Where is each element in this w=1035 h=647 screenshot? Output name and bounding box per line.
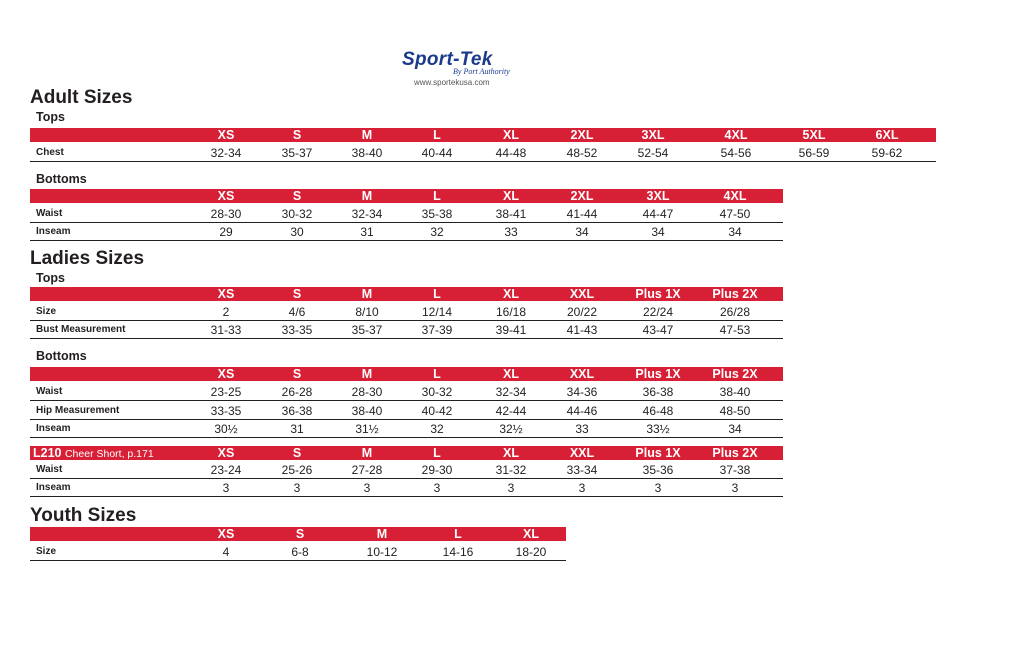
table-cell: 40-44 bbox=[421, 146, 453, 160]
size-header-cell: Plus 1X bbox=[635, 287, 681, 301]
table-cell: 29-30 bbox=[421, 463, 453, 477]
size-header-cell: M bbox=[361, 367, 373, 381]
size-header-cell: M bbox=[361, 287, 373, 301]
table-cell: 59-62 bbox=[871, 146, 903, 160]
table-cell: 56-59 bbox=[798, 146, 830, 160]
table-cell: 31½ bbox=[355, 422, 379, 436]
table-cell: 34-36 bbox=[566, 385, 598, 399]
logo-byline: By Port Authority bbox=[453, 67, 510, 76]
row-label: Inseam bbox=[36, 482, 71, 493]
adult-sizes-title: Adult Sizes bbox=[30, 87, 133, 108]
ladies-tops-subtitle: Tops bbox=[36, 271, 65, 285]
logo-url: www.sportekusa.com bbox=[414, 78, 490, 87]
size-header-cell: M bbox=[361, 128, 373, 142]
youth-size-header bbox=[30, 527, 566, 541]
table-cell: 42-44 bbox=[495, 404, 527, 418]
table-cell: 54-56 bbox=[720, 146, 752, 160]
adult-tops-size-header bbox=[30, 128, 936, 142]
size-header-cell: S bbox=[295, 527, 305, 541]
size-header-cell: 4XL bbox=[724, 128, 748, 142]
table-cell: 35-37 bbox=[351, 323, 383, 337]
table-cell: 30 bbox=[290, 225, 304, 239]
size-header-cell: 5XL bbox=[802, 128, 826, 142]
table-cell: 38-40 bbox=[351, 404, 383, 418]
table-row bbox=[30, 144, 936, 162]
size-header-cell: L bbox=[433, 128, 441, 142]
size-header-cell: XS bbox=[217, 367, 235, 381]
table-cell: 32-34 bbox=[495, 385, 527, 399]
size-header-cell: XS bbox=[217, 287, 235, 301]
table-cell: 33-35 bbox=[281, 323, 313, 337]
cheer-short-label bbox=[33, 446, 154, 461]
ladies-tops-size-header bbox=[30, 287, 783, 301]
size-header-cell: 2XL bbox=[570, 189, 594, 203]
size-header-cell: Plus 2X bbox=[712, 287, 758, 301]
table-cell: 4 bbox=[222, 545, 230, 559]
table-row bbox=[30, 420, 783, 438]
row-label: Inseam bbox=[36, 423, 71, 434]
table-row bbox=[30, 402, 783, 420]
table-cell: 16/18 bbox=[495, 305, 527, 319]
ladies-bottoms-subtitle: Bottoms bbox=[36, 349, 87, 363]
size-header-cell: M bbox=[361, 189, 373, 203]
size-header-cell: XXL bbox=[569, 446, 595, 460]
adult-bottoms-subtitle: Bottoms bbox=[36, 172, 87, 186]
table-cell: 10-12 bbox=[366, 545, 398, 559]
row-label: Inseam bbox=[36, 226, 71, 237]
table-cell: 36-38 bbox=[281, 404, 313, 418]
table-cell: 38-40 bbox=[351, 146, 383, 160]
table-row bbox=[30, 461, 783, 479]
table-cell: 32½ bbox=[499, 422, 523, 436]
table-cell: 31-33 bbox=[210, 323, 242, 337]
row-label: Waist bbox=[36, 464, 63, 475]
table-cell: 26/28 bbox=[719, 305, 751, 319]
table-cell: 35-38 bbox=[421, 207, 453, 221]
table-cell: 32 bbox=[430, 422, 444, 436]
size-header-cell: XL bbox=[523, 527, 539, 541]
row-label: Bust Measurement bbox=[36, 324, 126, 335]
size-header-cell: 4XL bbox=[723, 189, 747, 203]
row-label: Waist bbox=[36, 386, 63, 397]
table-cell: 38-40 bbox=[719, 385, 751, 399]
size-header-cell: Plus 2X bbox=[712, 367, 758, 381]
size-header-cell: 3XL bbox=[646, 189, 670, 203]
size-header-cell: Plus 2X bbox=[712, 446, 758, 460]
table-cell: 28-30 bbox=[210, 207, 242, 221]
table-cell: 34 bbox=[575, 225, 589, 239]
table-row bbox=[30, 479, 783, 497]
size-header-cell: XXL bbox=[569, 367, 595, 381]
table-cell: 29 bbox=[219, 225, 233, 239]
size-header-cell: S bbox=[292, 367, 302, 381]
table-cell: 34 bbox=[728, 225, 742, 239]
table-cell: 34 bbox=[651, 225, 665, 239]
table-cell: 27-28 bbox=[351, 463, 383, 477]
table-cell: 44-48 bbox=[495, 146, 527, 160]
table-cell: 3 bbox=[507, 481, 515, 495]
size-header-cell: L bbox=[433, 367, 441, 381]
size-header-cell: XXL bbox=[569, 287, 595, 301]
table-cell: 48-52 bbox=[566, 146, 598, 160]
size-header-cell: L bbox=[433, 287, 441, 301]
size-header-cell: L bbox=[433, 189, 441, 203]
size-header-cell: L bbox=[454, 527, 462, 541]
table-cell: 33 bbox=[504, 225, 518, 239]
table-row bbox=[30, 383, 783, 401]
cheer-short-name: Cheer Short, p.171 bbox=[64, 448, 154, 460]
row-label: Size bbox=[36, 306, 57, 317]
table-cell: 3 bbox=[433, 481, 441, 495]
table-cell: 35-36 bbox=[642, 463, 674, 477]
table-cell: 34 bbox=[728, 422, 742, 436]
size-header-cell: 3XL bbox=[641, 128, 665, 142]
table-cell: 33-35 bbox=[210, 404, 242, 418]
size-header-cell: S bbox=[292, 446, 302, 460]
row-label: Hip Measurement bbox=[36, 405, 120, 416]
size-header-cell: L bbox=[433, 446, 441, 460]
table-cell: 47-53 bbox=[719, 323, 751, 337]
table-cell: 32-34 bbox=[210, 146, 242, 160]
size-header-cell: 6XL bbox=[875, 128, 899, 142]
table-cell: 4/6 bbox=[288, 305, 306, 319]
table-cell: 31 bbox=[360, 225, 374, 239]
size-header-cell: Plus 1X bbox=[635, 446, 681, 460]
table-cell: 22/24 bbox=[642, 305, 674, 319]
size-header-cell: XS bbox=[217, 189, 235, 203]
cheer-short-size-header bbox=[30, 446, 783, 460]
table-cell: 3 bbox=[293, 481, 301, 495]
table-cell: 32 bbox=[430, 225, 444, 239]
youth-sizes-title: Youth Sizes bbox=[30, 505, 137, 526]
sport-tek-logo bbox=[396, 50, 546, 88]
table-cell: 6-8 bbox=[291, 545, 309, 559]
size-header-cell: XL bbox=[503, 367, 519, 381]
size-header-cell: XS bbox=[217, 446, 235, 460]
size-header-cell: Plus 1X bbox=[635, 367, 681, 381]
table-cell: 28-30 bbox=[351, 385, 383, 399]
table-cell: 44-47 bbox=[642, 207, 674, 221]
adult-tops-subtitle: Tops bbox=[36, 110, 65, 124]
table-cell: 14-16 bbox=[442, 545, 474, 559]
table-cell: 12/14 bbox=[421, 305, 453, 319]
table-row bbox=[30, 205, 783, 223]
table-cell: 37-38 bbox=[719, 463, 751, 477]
table-cell: 26-28 bbox=[281, 385, 313, 399]
table-cell: 3 bbox=[363, 481, 371, 495]
table-cell: 33-34 bbox=[566, 463, 598, 477]
size-header-cell: XL bbox=[503, 128, 519, 142]
table-cell: 3 bbox=[654, 481, 662, 495]
table-cell: 23-24 bbox=[210, 463, 242, 477]
cheer-short-model: L210 bbox=[33, 446, 65, 460]
table-cell: 3 bbox=[578, 481, 586, 495]
size-header-cell: XS bbox=[217, 527, 235, 541]
table-cell: 18-20 bbox=[515, 545, 547, 559]
table-cell: 3 bbox=[222, 481, 230, 495]
size-header-cell: XL bbox=[503, 189, 519, 203]
table-cell: 46-48 bbox=[642, 404, 674, 418]
table-cell: 36-38 bbox=[642, 385, 674, 399]
table-cell: 30-32 bbox=[421, 385, 453, 399]
table-cell: 31-32 bbox=[495, 463, 527, 477]
table-cell: 8/10 bbox=[355, 305, 379, 319]
table-cell: 52-54 bbox=[637, 146, 669, 160]
row-label: Chest bbox=[36, 147, 64, 158]
table-row bbox=[30, 223, 783, 241]
table-row bbox=[30, 303, 783, 321]
adult-bottoms-size-header bbox=[30, 189, 783, 203]
ladies-bottoms-size-header bbox=[30, 367, 783, 381]
table-cell: 23-25 bbox=[210, 385, 242, 399]
table-cell: 30-32 bbox=[281, 207, 313, 221]
table-cell: 41-44 bbox=[566, 207, 598, 221]
table-cell: 2 bbox=[222, 305, 230, 319]
table-row bbox=[30, 543, 566, 561]
table-cell: 30½ bbox=[214, 422, 238, 436]
table-cell: 31 bbox=[290, 422, 304, 436]
table-cell: 43-47 bbox=[642, 323, 674, 337]
size-header-cell: XS bbox=[217, 128, 235, 142]
table-cell: 25-26 bbox=[281, 463, 313, 477]
table-cell: 32-34 bbox=[351, 207, 383, 221]
table-cell: 3 bbox=[731, 481, 739, 495]
size-header-cell: 2XL bbox=[570, 128, 594, 142]
logo-brand: Sport-Tek bbox=[402, 49, 493, 70]
size-header-cell: XL bbox=[503, 446, 519, 460]
table-cell: 38-41 bbox=[495, 207, 527, 221]
row-label: Waist bbox=[36, 208, 63, 219]
size-header-cell: S bbox=[292, 128, 302, 142]
size-header-cell: XL bbox=[503, 287, 519, 301]
table-cell: 37-39 bbox=[421, 323, 453, 337]
table-cell: 44-46 bbox=[566, 404, 598, 418]
table-cell: 33½ bbox=[646, 422, 670, 436]
table-cell: 20/22 bbox=[566, 305, 598, 319]
table-cell: 40-42 bbox=[421, 404, 453, 418]
size-header-cell: S bbox=[292, 189, 302, 203]
table-row bbox=[30, 321, 783, 339]
table-cell: 48-50 bbox=[719, 404, 751, 418]
row-label: Size bbox=[36, 546, 57, 557]
size-header-cell: M bbox=[361, 446, 373, 460]
table-cell: 41-43 bbox=[566, 323, 598, 337]
table-cell: 47-50 bbox=[719, 207, 751, 221]
table-cell: 35-37 bbox=[281, 146, 313, 160]
size-header-cell: M bbox=[376, 527, 388, 541]
size-header-cell: S bbox=[292, 287, 302, 301]
table-cell: 39-41 bbox=[495, 323, 527, 337]
table-cell: 33 bbox=[575, 422, 589, 436]
ladies-sizes-title: Ladies Sizes bbox=[30, 248, 145, 269]
